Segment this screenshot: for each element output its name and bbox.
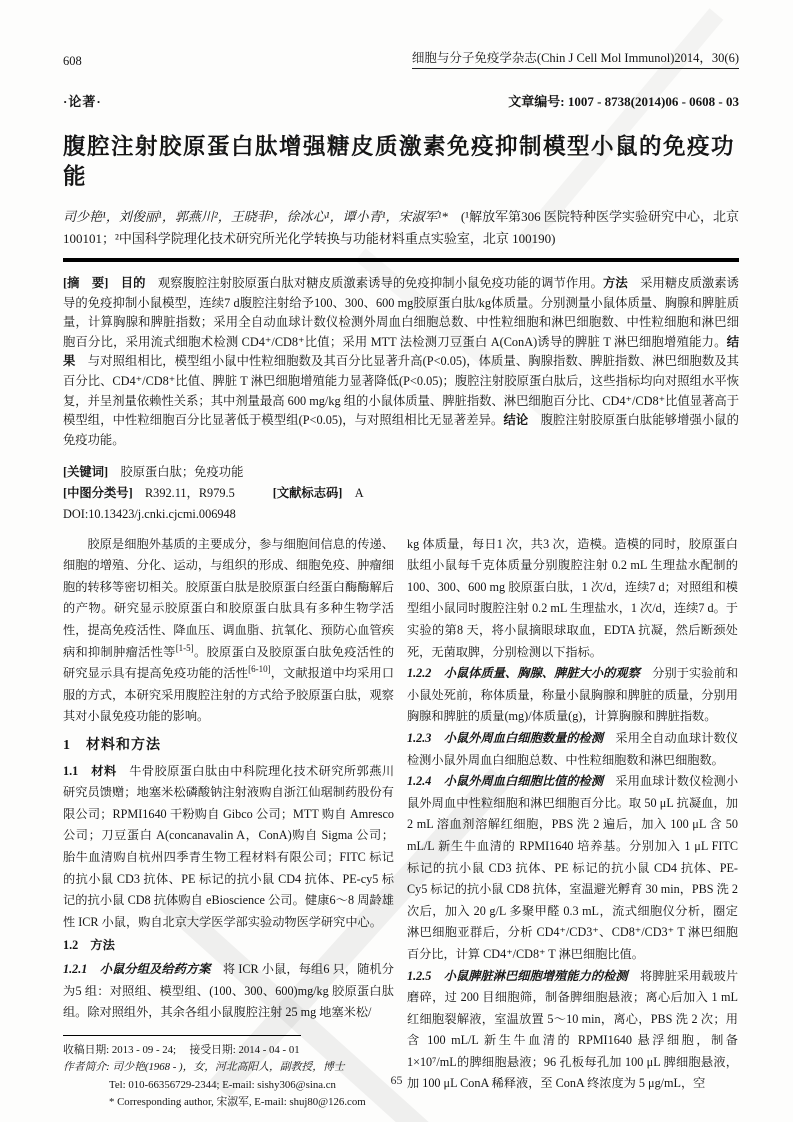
section-1-2-heading: 1.2 方法 [63, 938, 115, 953]
abstract [63, 274, 739, 450]
section-1-2-2-label: 1.2.2 小鼠体质量、胸腺、脾脏大小的观察 [407, 666, 640, 681]
footnote-dates: 收稿日期: 2013 - 09 - 24; 接受日期: 2014 - 04 - 01 [63, 1043, 300, 1056]
section-1-1-paragraph [63, 761, 394, 934]
section-1-1-label: 1.1 材料 [63, 763, 117, 778]
running-header [63, 48, 739, 69]
abstract-objective-label: 目的 [120, 276, 146, 290]
classification-line [63, 484, 739, 504]
two-column-body [63, 534, 739, 1112]
section-1-1-text: 牛骨胶原蛋白肽由中科院理化技术研究所郭燕川研究员馈赠；地塞米松磷酸钠注射液购自浙江仙琚制药股份有限公司；RPMI1640 干粉购自 Gibco 公司；MTT 购自 Amresco 公司；刀豆蛋白 A(concanavalin A，ConA)购自 Sigma 公司；胎牛血清购自杭州四季青生物工程材料有限公司；FITC 标记的抗小鼠 CD3 抗体、PE 标记的抗小鼠 CD4 抗体、PE-cy5 标记的抗小鼠 CD8 抗体购自 eBioscience 公司。健康6～8 周龄雄性 ICR 小鼠，购自北京大学医学部实验动物医学研究中心。 [63, 763, 394, 929]
article-meta-row [63, 91, 739, 110]
section-1-2-1-label: 1.2.1 小鼠分组及给药方案 [63, 961, 211, 976]
section-1-2-3-paragraph [407, 728, 738, 771]
abstract-conclusion-label: 结论 [503, 413, 529, 428]
clc-label: [中图分类号] [63, 486, 133, 501]
keywords-line [63, 463, 739, 483]
author-block [63, 206, 739, 250]
section-1-2-4-text: 采用血球计数仪检测小鼠外周血中性粒细胞和淋巴细胞百分比。取 50 μL 抗凝血，加 2 mL 溶血剂溶解红细胞，PBS 洗 2 遍后，加入 100 μL 含 50 mL/L 新生牛血清的 RPMI1640 培养基。分别加入 1 μL FITC 标记的抗小鼠 CD3 抗体、PE 标记的抗小鼠 CD4 抗体、PE-Cy5 标记的抗小鼠 CD8 抗体，室温避光孵育 30 min，PBS 洗 2 次后，加入 20 g/L 多聚甲醛 0.3 mL，流式细胞仪分析，圈定淋巴细胞亚群后，分析 CD4⁺/CD3⁺、CD8⁺/CD3⁺ T 淋巴细胞百分比，计算 CD4⁺/CD8⁺ T 淋巴细胞比值。 [407, 774, 738, 961]
section-1-2-3-label: 1.2.3 小鼠外周血白细胞数量的检测 [407, 730, 604, 745]
section-1-2-5-text: 将脾脏采用载玻片磨碎，过 200 目细胞筛，制备脾细胞悬液；离心后加入 1 mL红细胞裂解液，室温放置 5～10 min，离心，PBS 洗 2 次；用含 100 mL/L 新生牛血清的 RPMI1640 悬浮细胞，制备 1×10⁷/mL的脾细胞悬液；96 孔板每孔加 100 μL 脾细胞悬液，加 100 μL ConA 稀释液，至 ConA 终浓度为 5 μg/mL，空 [407, 968, 738, 1091]
continuation-paragraph: kg 体质量，每日1 次，共3 次，造模。造模的同时，胶原蛋白肽组小鼠每千克体质量分别腹腔注射 0.2 mL 生理盐水配制的100、300、600 mg 胶原蛋白肽，1 次/d，连续7 d；对照组和模型组小鼠同时腹腔注射 0.2 mL 生理盐水，1 次/d，连续7 d。于实验的第8 天，将小鼠摘眼球取血，EDTA 抗凝，然后断颈处死，无菌取脾，分别检测以下指标。 [407, 536, 738, 659]
author-affiliations: (¹解放军第306 医院特种医学实验研究中心，北京 100101；²中国科学院理化技术研究所光化学转换与功能材料重点实验室，北京 100190) [63, 209, 739, 246]
section-1-2-1-paragraph [63, 959, 394, 1024]
footnote-divider [63, 1035, 301, 1036]
abstract-objective-text: 观察腹腔注射胶原蛋白肽对糖皮质激素诱导的免疫抑制小鼠免疫功能的调节作用。 [145, 276, 604, 290]
right-column [407, 534, 738, 1112]
title-divider [63, 258, 739, 262]
intro-text-2: 。胶原蛋白及胶原蛋白肽免疫活性的研究显示具有提高免疫功能的活性 [63, 644, 394, 681]
author-names: 司少艳¹，刘俊丽¹，郭燕川²，王晓菲¹，徐冰心¹，谭小青¹，宋淑军¹* [63, 209, 448, 224]
article-type-label: ·论著· [63, 94, 102, 109]
section-1-2-5-label: 1.2.5 小鼠脾脏淋巴细胞增殖能力的检测 [407, 968, 628, 983]
abstract-tag: [摘 要] [63, 276, 121, 290]
doc-code-label: [文献标志码] [272, 486, 343, 501]
page-content [63, 0, 739, 1112]
intro-paragraph [63, 534, 394, 728]
intro-text-1: 胶原是细胞外基质的主要成分，参与细胞间信息的传递、细胞的增殖、分化、运动，与组织的形成、细胞免疫、肿瘤细胞的转移等密切相关。胶原蛋白肽是胶原蛋白经蛋白酶酶解后的产物。研究显示胶原蛋白和胶原蛋白肽具有多种生物学活性，提高免疫活性、降血压、调血脂、抗氧化、预防心血管疾病和抑制肿瘤活性等 [63, 536, 394, 659]
section-1-2-4-paragraph [407, 771, 738, 965]
section-1-2-3-text: 采用全自动血球计数仪检测小鼠外周血白细胞总数、中性粒细胞数和淋巴细胞数。 [407, 730, 738, 767]
running-page-number: 608 [63, 54, 82, 68]
abstract-methods-label: 方法 [603, 276, 628, 290]
section-1-2-1-text: 将 ICR 小鼠，每组6 只，随机分为5 组：对照组、模型组、(100、300、600)mg/kg 胶原蛋白肽组。除对照组外，其余各组小鼠腹腔注射 25 mg 地塞米松/ [63, 961, 394, 1020]
abstract-conclusion-text: 腹腔注射胶原蛋白肽能够增强小鼠的免疫功能。 [63, 413, 739, 447]
doc-code-value: A [342, 486, 364, 501]
doi-line: DOI:10.13423/j.cnki.cjcmi.006948 [63, 506, 236, 521]
abstract-results-label: 结果 [63, 334, 739, 369]
page-number-footer: 65 [390, 1073, 403, 1087]
keywords-text: 胶原蛋白肽；免疫功能 [108, 464, 244, 479]
abstract-methods-text: 采用糖皮质激素诱导的免疫抑制小鼠模型，连续7 d腹腔注射给予100、300、600 mg胶原蛋白肽/kg体质量。分别测量小鼠体质量、胸腺和脾脏质量，计算胸腺和脾脏指数；采用全自动血球计数仪检测外周血白细胞总数、中性粒细胞和淋巴细胞数、中性粒细胞和淋巴细胞百分比，采用流式细胞术检测 CD4⁺/CD8⁺比值；采用 MTT 法检测刀豆蛋白 A(ConA)诱导的脾脏 T 淋巴细胞增殖能力。 [63, 276, 739, 349]
left-column [63, 534, 394, 1112]
clc-value: R392.11，R979.5 [132, 486, 235, 501]
footnote-contact: Tel: 010-66356729-2344; E-mail: sishy306@sina.cn [109, 1078, 336, 1091]
section-1-2-4-label: 1.2.4 小鼠外周血白细胞比值的检测 [407, 774, 604, 789]
abstract-results-text: 与对照组相比，模型组小鼠中性粒细胞数及其百分比显著升高(P<0.05)，体质量、胸腺指数、脾脏指数、淋巴细胞数及其百分比、CD4⁺/CD8⁺比值、脾脏 T 淋巴细胞增殖能力显著降低(P<0.05)；腹腔注射胶原蛋白肽后，这些指标均向对照组水平恢复，并呈剂量依赖性关系；其中剂量最高 600 mg/kg 组的小鼠体质量、脾脏指数、淋巴细胞百分比、CD4⁺/CD8⁺比值显著高于模型组，中性粒细胞百分比显著低于模型组(P<0.05)，与对照组相比无显著差异。 [63, 354, 739, 428]
article-id: 文章编号: 1007 - 8738(2014)06 - 0608 - 03 [508, 94, 739, 109]
intro-text-3: ，文献报道中均采用口服的方式，本研究采用腹腔注射的方式给予胶原蛋白肽，观察其对小鼠免疫功能的影响。 [63, 666, 394, 724]
citation-ref-1: [1-5] [175, 642, 194, 653]
section-1-2-2-paragraph [407, 663, 738, 728]
article-title: 腹腔注射胶原蛋白肽增强糖皮质激素免疫抑制模型小鼠的免疫功能 [63, 134, 736, 189]
journal-name: 细胞与分子免疫学杂志(Chin J Cell Mol Immunol)2014，30(6) [412, 48, 739, 69]
section-1-heading: 1 材料和方法 [63, 737, 161, 753]
footnote-block [63, 1029, 394, 1112]
keywords-label: [关键词] [63, 464, 109, 479]
footnote-author-bio: 作者简介: 司少艳(1968 - )，女，河北高阳人，副教授，博士 [63, 1061, 345, 1074]
section-1-2-2-text: 分别于实验前和小鼠处死前，称体质量，称量小鼠胸腺和脾脏的质量，分别用胸腺和脾脏的质量(mg)/体质量(g)，计算胸腺和脾脏指数。 [407, 666, 738, 724]
citation-ref-2: [6-10] [248, 664, 271, 675]
footnote-corresponding-author: * Corresponding author, 宋淑军, E-mail: shuj80@126.com [109, 1096, 366, 1109]
